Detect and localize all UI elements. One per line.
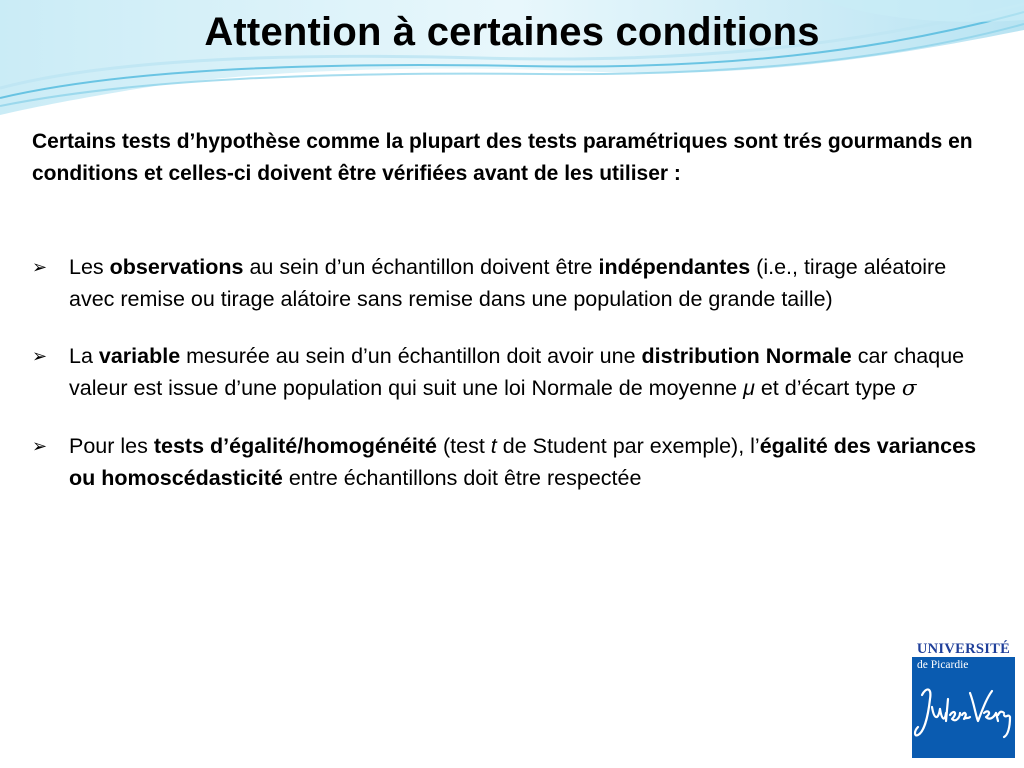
bullet-text: au sein d’un échantillon doivent être bbox=[243, 255, 599, 279]
bullet-bold-term: tests d’égalité/homogénéité bbox=[153, 434, 438, 458]
arrow-bullet-icon: ➢ bbox=[32, 436, 48, 456]
bullet-item-independence bbox=[32, 251, 992, 315]
bullet-text: mesurée au sein d’un échantillon doit avoir une bbox=[180, 344, 642, 368]
university-logo bbox=[912, 641, 1015, 758]
logo-university-text: UNIVERSITÉ bbox=[916, 641, 1011, 657]
jules-verne-signature-icon bbox=[912, 677, 1015, 752]
bullet-text: car chaque valeur est issue d’une population qui suit une loi Normale de moyenne bbox=[69, 344, 965, 400]
sigma-symbol: σ bbox=[901, 376, 917, 401]
bullet-item-homoscedasticity bbox=[32, 430, 992, 494]
bullet-text: et d’écart type bbox=[754, 376, 902, 400]
logo-picardie-text: de Picardie bbox=[917, 659, 969, 671]
bullet-text: La bbox=[69, 344, 99, 368]
bullet-text: (i.e., tirage aléatoire avec remise ou tirage alátoire sans remise dans une population de grande taille) bbox=[69, 255, 947, 311]
mu-symbol: μ bbox=[743, 376, 755, 400]
bullet-text: entre échantillons doit être respectée bbox=[282, 466, 642, 490]
bullet-text: (test bbox=[437, 434, 491, 458]
arrow-bullet-icon: ➢ bbox=[32, 346, 48, 366]
arrow-bullet-icon: ➢ bbox=[32, 257, 48, 277]
bullet-list bbox=[32, 251, 992, 519]
intro-paragraph: Certains tests d’hypothèse comme la plupart des tests paramétriques sont trés gourmands en conditions et celles-ci doivent être vérifiées avant de les utiliser : bbox=[32, 130, 973, 185]
bullet-text: Les bbox=[69, 255, 110, 279]
bullet-bold-term: distribution Normale bbox=[641, 344, 852, 368]
t-symbol: t bbox=[490, 434, 497, 458]
slide-title: Attention à certaines conditions bbox=[204, 10, 820, 54]
bullet-bold-term: observations bbox=[109, 255, 244, 279]
bullet-bold-term: égalité des variances ou homoscédasticité bbox=[69, 434, 977, 490]
bullet-text: de Student par exemple), l’ bbox=[496, 434, 760, 458]
logo-blue-box bbox=[912, 657, 1015, 758]
bullet-bold-term: indépendantes bbox=[598, 255, 751, 279]
bullet-text: Pour les bbox=[69, 434, 154, 458]
bullet-bold-term: variable bbox=[98, 344, 181, 368]
bullet-item-normality bbox=[32, 340, 992, 405]
